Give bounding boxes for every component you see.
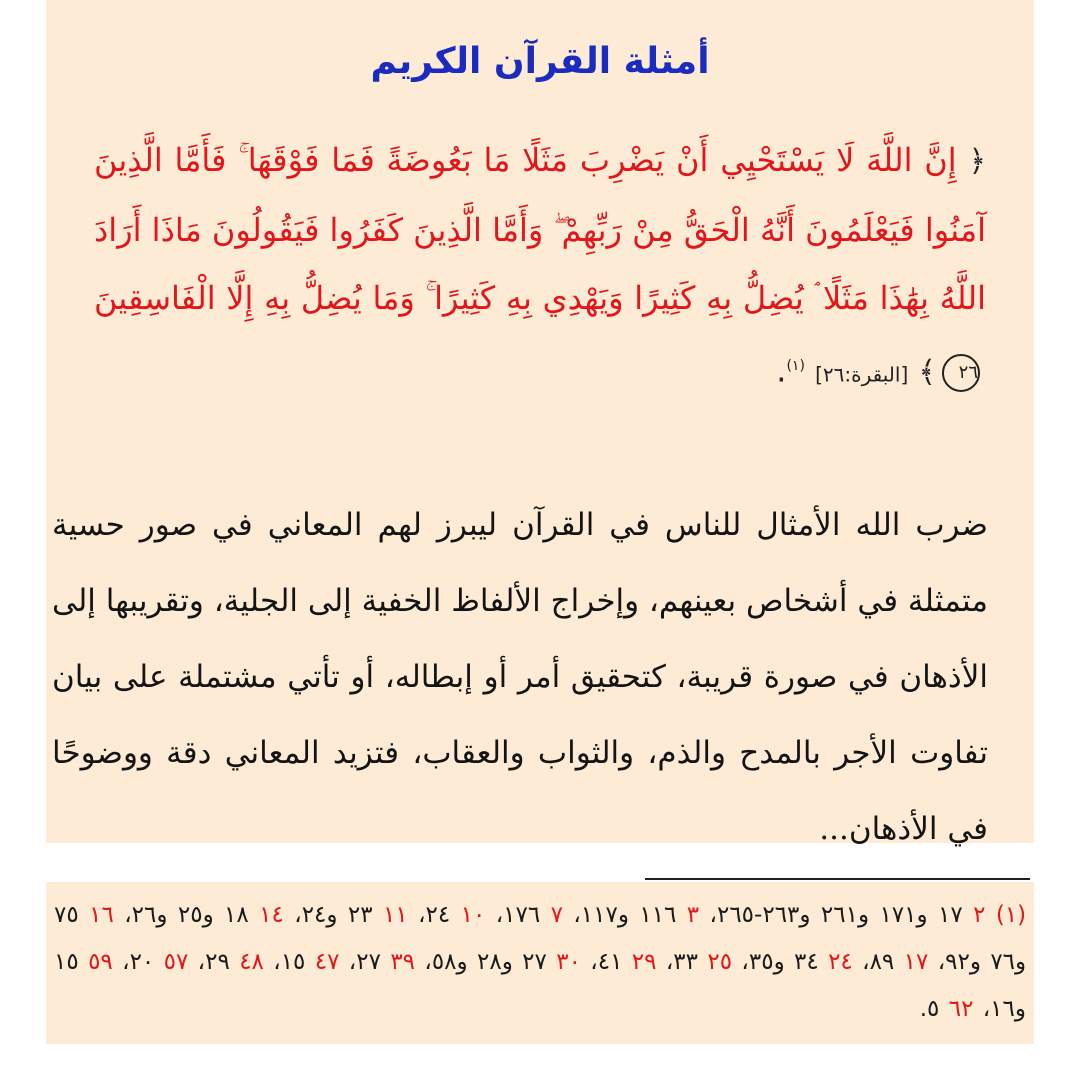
footnote-verse-numbers: ٧٥ و٧٦ و٩٢، bbox=[54, 902, 1027, 975]
verse-close-ornament-icon: ﴾ bbox=[918, 354, 936, 390]
footnote-surah-number: ١١ bbox=[372, 902, 408, 928]
footnote-verse-numbers: ٨٩، bbox=[852, 949, 895, 975]
footnote-surah-number: ٤٨ bbox=[229, 949, 264, 975]
footnote-surah-number: ٤٧ bbox=[305, 949, 340, 975]
footnote-surah-number: ١٠ bbox=[450, 902, 486, 928]
footnote-surah-number: ١٦ bbox=[78, 902, 114, 928]
footnote-surah-number: ٥٧ bbox=[154, 949, 189, 975]
footnote-surah-number: ١٤ bbox=[248, 902, 284, 928]
footnote-verse-numbers: ٣٣، bbox=[656, 949, 698, 975]
footnote-verse-numbers: ٣٤ و٣٥، bbox=[732, 949, 819, 975]
footnote-verse-numbers: ٢٩، bbox=[188, 949, 230, 975]
body-paragraph: ضرب الله الأمثال للناس في القرآن ليبرز لهم المعاني في صور حسية متمثلة في أشخاص بعينهم، وإخراج الألفاظ الخفية إلى الجلية، وتقريبها إلى الأذهان في صورة قريبة، كتحقيق أمر أو إبطاله، أو تأتي مشتملة على بيان تفاوت الأجر بالمدح والذم، والثواب والعقاب، فتزيد المعاني دقة ووضوحًا في الأذهان... bbox=[52, 507, 988, 847]
footnote-surah-number: ٧ bbox=[540, 902, 563, 928]
quran-verse bbox=[94, 126, 986, 409]
footnote-verse-numbers: ١١٦ و١١٧، bbox=[562, 902, 677, 928]
footnote-surah-number: ٦٢ bbox=[939, 996, 974, 1022]
footnote-verse-numbers: ١٧٦، bbox=[485, 902, 541, 928]
footnote-surah-number: ٢٤ bbox=[818, 949, 853, 975]
footnote-verse-numbers: ٢٠، bbox=[112, 949, 155, 975]
footnote-verse-numbers: ٢٧ و٢٨ و٥٨، bbox=[415, 949, 547, 975]
verse-text: إِنَّ اللَّهَ لَا يَسْتَحْيِي أَنْ يَضْرِبَ مَثَلًا مَا بَعُوضَةً فَمَا فَوْقَهَا ۚ فَأَمَّا الَّذِينَ آمَنُوا فَيَعْلَمُونَ أَنَّهُ الْحَقُّ مِنْ رَبِّهِمْ ۖ وَأَمَّا الَّذِينَ كَفَرُوا فَيَقُولُونَ مَاذَا أَرَادَ اللَّهُ بِهَٰذَا مَثَلًا ۘ يُضِلُّ بِهِ كَثِيرًا وَيَهْدِي بِهِ كَثِيرًا ۚ وَمَا يُضِلُّ بِهِ إِلَّا الْفَاسِقِينَ bbox=[94, 141, 987, 317]
verse-reference: [البقرة:٢٦] bbox=[815, 362, 909, 387]
footnote-verse-numbers: ١٧ و١٧١ و٢٦١ و٢٦٣-٢٦٥، bbox=[699, 902, 963, 928]
footnote-surah-number: ٣ bbox=[676, 902, 700, 928]
footnote-surah-number: ٣٩ bbox=[380, 949, 416, 975]
verse-open-ornament-icon: ﴿ bbox=[968, 144, 987, 179]
footnote-surah-number: (١) bbox=[985, 902, 1027, 928]
footnote-marker: (١) bbox=[786, 358, 805, 374]
footnote-surah-number: ٢ bbox=[962, 902, 986, 928]
footnote-surah-number: ٢٩ bbox=[622, 949, 657, 975]
footnote-verse-numbers: ٢٤، bbox=[407, 902, 451, 928]
footnote-surah-number: ٢٥ bbox=[698, 949, 733, 975]
footnote-surah-number: ١٧ bbox=[894, 949, 929, 975]
footnote-divider bbox=[645, 878, 1030, 880]
footnote-verse-numbers: ١٥ و١٦، bbox=[54, 949, 1026, 1022]
ayah-number-badge: ٢٦ bbox=[942, 354, 980, 392]
footnote-verse-numbers: ١٥، bbox=[263, 949, 306, 975]
footnote-panel bbox=[46, 882, 1034, 1044]
footnote-verse-numbers: ٤١، bbox=[580, 949, 623, 975]
page-title: أمثلة القرآن الكريم bbox=[370, 41, 710, 82]
footnote-surah-number: ٥٩ bbox=[78, 949, 113, 975]
footnote-verse-numbers: ١٨ و٢٥ و٢٦، bbox=[113, 902, 249, 928]
footnote-verse-numbers: ٥. bbox=[919, 996, 940, 1022]
footnote-text bbox=[54, 892, 1026, 1033]
verse-end-punct: . bbox=[776, 351, 787, 390]
main-content-panel bbox=[46, 0, 1034, 847]
footnote-surah-number: ٣٠ bbox=[546, 949, 581, 975]
footnote-verse-numbers: ٢٣ و٢٤، bbox=[283, 902, 373, 928]
footnote-verse-numbers: ٢٧، bbox=[339, 949, 381, 975]
